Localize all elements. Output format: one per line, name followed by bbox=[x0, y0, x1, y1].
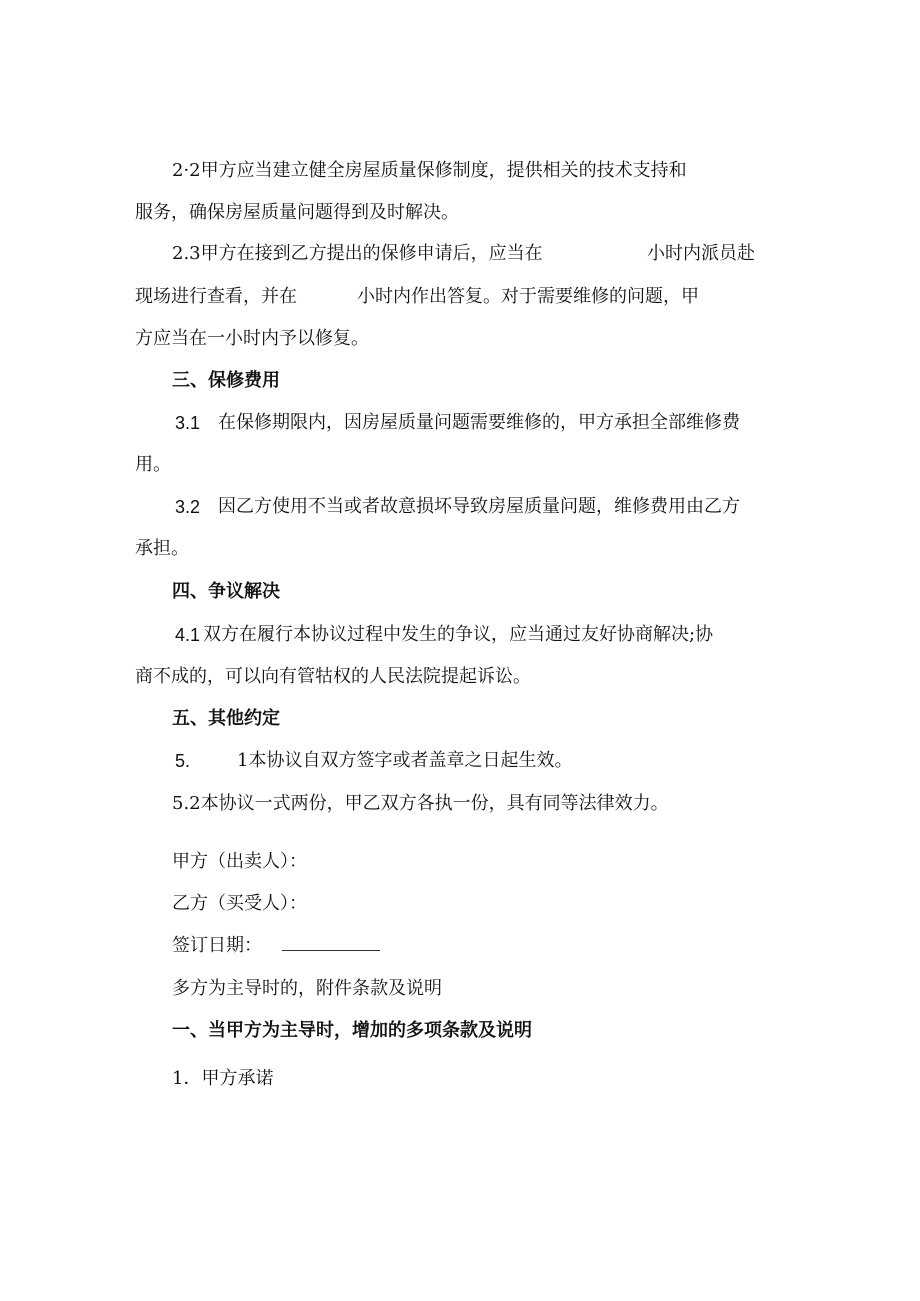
clause-2-2-line2: 服务，确保房屋质量问题得到及时解决。 bbox=[135, 202, 459, 223]
clause-2-3-line1-part1: 2.3甲方在接到乙方提出的保修申请后，应当在 bbox=[172, 243, 543, 264]
clause-3-2-line2: 承担。 bbox=[135, 538, 189, 559]
appendix-item-1: 1．甲方承诺 bbox=[172, 1068, 274, 1089]
clause-3-1-line2: 用。 bbox=[135, 454, 171, 475]
section-4-title: 四、争议解决 bbox=[172, 581, 280, 602]
appendix-heading: 一、当甲方为主导时，增加的多项条款及说明 bbox=[172, 1020, 532, 1041]
signing-date-row bbox=[172, 934, 380, 958]
clause-2-2-line1: 2·2甲方应当建立健全房屋质量保修制度，提供相关的技术支持和 bbox=[172, 160, 687, 181]
signing-date-blank bbox=[282, 936, 380, 951]
clause-5-2-text: 5.2本协议一式两份，甲乙双方各执一份，具有同等法律效力。 bbox=[172, 793, 669, 814]
clause-3-1-number: 3.1 bbox=[175, 413, 201, 433]
clause-3-2-line1: 因乙方使用不当或者故意损坏导致房屋质量问题，维修费用由乙方 bbox=[218, 496, 740, 517]
clause-5-1-number: 5. bbox=[175, 751, 191, 771]
clause-4-1-number: 4.1 bbox=[175, 625, 201, 645]
clause-2-3-line3: 方应当在一小时内予以修复。 bbox=[135, 328, 369, 349]
clause-2-3-line2-part2: 小时内作出答复。对于需要维修的问题，甲 bbox=[357, 286, 699, 307]
clause-2-3-line1-part2: 小时内派员赴 bbox=[647, 243, 755, 264]
section-3-title: 三、保修费用 bbox=[172, 370, 280, 391]
clause-3-1-line1: 在保修期限内，因房屋质量问题需要维修的，甲方承担全部维修费 bbox=[218, 412, 740, 433]
clause-5-1-text: 1本协议自双方签字或者盖章之日起生效。 bbox=[237, 750, 573, 771]
clause-4-1-line1: 双方在履行本协议过程中发生的争议，应当通过友好协商解决;协 bbox=[203, 624, 714, 645]
clause-3-2-number: 3.2 bbox=[175, 497, 201, 517]
section-5-title: 五、其他约定 bbox=[172, 708, 280, 729]
signing-date-label: 签订日期： bbox=[172, 935, 262, 956]
clause-2-3-line2-part1: 现场进行查看，并在 bbox=[135, 286, 297, 307]
party-a-signature-label: 甲方（出卖人）： bbox=[172, 851, 307, 872]
appendix-intro: 多方为主导时的，附件条款及说明 bbox=[172, 978, 442, 999]
party-b-signature-label: 乙方（买受人）： bbox=[172, 893, 307, 914]
clause-4-1-line2: 商不成的，可以向有管牯权的人民法院提起诉讼。 bbox=[135, 666, 531, 687]
